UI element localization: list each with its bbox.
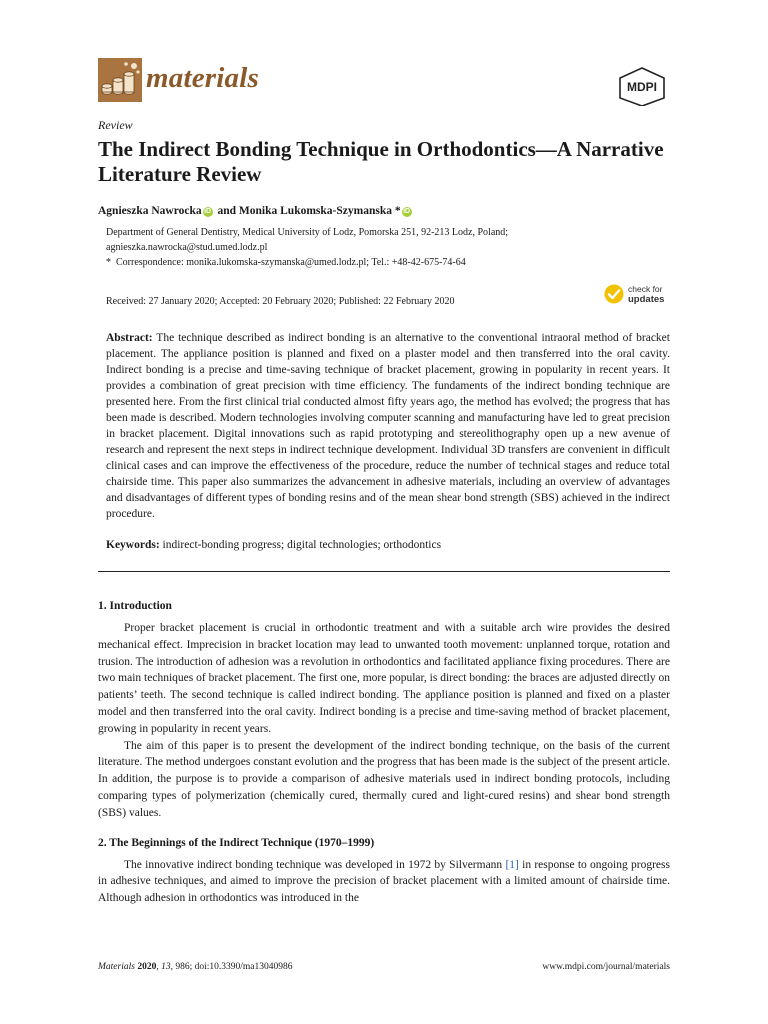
corresponding-mark: * xyxy=(391,205,401,217)
reference-link[interactable]: [1] xyxy=(505,858,519,871)
footer-doi[interactable]: , 986; doi:10.3390/ma13040986 xyxy=(170,962,293,972)
correspondence-mark: * xyxy=(106,257,111,268)
author-list xyxy=(98,204,670,218)
check-updates-line2: updates xyxy=(628,294,665,305)
check-updates-line1: check for xyxy=(628,284,663,294)
orcid-icon[interactable]: iD xyxy=(403,208,411,215)
citation-line: Materials 2020, 13, 986; doi:10.3390/ma13040986 xyxy=(98,962,293,972)
footer-year: 2020 xyxy=(137,962,157,972)
abstract-label: Abstract: xyxy=(106,332,153,344)
publication-dates: Received: 27 January 2020; Accepted: 20 February 2020; Published: 22 February 2020 xyxy=(106,296,455,307)
author-name[interactable]: Agnieszka Nawrocka xyxy=(98,205,202,217)
journal-header xyxy=(98,58,670,106)
keywords-label: Keywords: xyxy=(106,539,160,551)
body-paragraph xyxy=(98,857,670,907)
keywords xyxy=(98,537,670,553)
body-paragraph: The aim of this paper is to present the development of the indirect bonding technique, on the basis of the current literature. The method undergoes constant evolution and the progress that has been made is the subject of the present article. In addition, the purpose is to provide a comparison of adhesive materials used in indirect bonding protocols, including comparing types of polymerization (chemically cured, thermally cured and light-cured resins) and shear bond strength (SBS) values. xyxy=(98,739,670,819)
section-divider xyxy=(98,571,670,572)
footer-volume: 13 xyxy=(161,962,171,972)
author-name[interactable]: Monika Lukomska-Szymanska xyxy=(238,205,392,217)
section-heading-introduction: 1. Introduction xyxy=(98,600,172,612)
correspondence-text: Correspondence: monika.lukomska-szymanska@umed.lodz.pl; Tel.: +48-42-675-74-64 xyxy=(116,257,466,268)
article-title: The Indirect Bonding Technique in Orthodontics—A Narrative Literature Review xyxy=(98,137,664,186)
abstract xyxy=(98,330,670,522)
journal-name: materials xyxy=(146,62,259,94)
orcid-icon[interactable]: iD xyxy=(204,208,212,215)
article-type: Review xyxy=(98,118,133,132)
journal-url-link[interactable]: www.mdpi.com/journal/materials xyxy=(542,962,670,972)
publisher-name: MDPI xyxy=(627,80,657,94)
affiliation xyxy=(98,225,670,270)
paragraph-text: The innovative indirect bonding technique was developed in 1972 by Silvermann xyxy=(124,858,506,871)
publisher-logo xyxy=(614,66,670,106)
footer-journal: Materials xyxy=(98,962,135,972)
section-heading-beginnings: 2. The Beginnings of the Indirect Technique (1970–1999) xyxy=(98,836,375,849)
affiliation-email[interactable]: agnieszka.nawrocka@stud.umed.lodz.pl xyxy=(106,242,268,253)
dates-row xyxy=(98,286,670,314)
correspondence xyxy=(106,255,670,270)
check-for-updates-button[interactable] xyxy=(604,282,670,310)
check-updates-label xyxy=(628,284,664,305)
body-paragraph: Proper bracket placement is crucial in orthodontic treatment and with a suitable arch wire provides the desired mechanical effect. Imprecision in bracket location may lead to unwanted tooth movement: unplanned torque, rotation and trusion. The introduction of adhesion was a revolution in orthodontics and facilitated appliance fixing procedures. There are two main techniques of bracket placement. The first one, more popular, is direct bonding: the braces are adjusted directly on patients’ teeth. The second technique is called indirect bonding. The appliance position is planned and fixed on a plaster model and then transferred into the oral cavity. Indirect bonding is a precise and time-saving method of bracket placement, growing in popularity in recent years. xyxy=(98,622,670,735)
article-content xyxy=(98,118,670,907)
keywords-text: indirect-bonding progress; digital technologies; orthodontics xyxy=(159,539,442,551)
check-updates-icon xyxy=(604,284,624,304)
stacked-coins-logo-icon xyxy=(98,58,142,102)
abstract-text: The technique described as indirect bonding is an alternative to the conventional intraoral method of bracket placement. The appliance position is planned and fixed on a plaster model and then transferred into the oral cavity. Indirect bonding is a precise and time-saving technique of bracket placement, growing in popularity in recent years. It provides a combination of great precision with time efficiency. The fundaments of the indirect bonding technique are presented here. From the first clinical trial conducted almost fifty years ago, the method has evolved; the progress that has been made is described. Modern technologies involving computer scanning and manufacturing have led to great precision in bracket placement. Digital innovations such as rapid prototyping and stereolithography open up a new avenue of research and represent the next steps in indirect technique development. Individual 3D transfers are convenient in difficult clinical cases and can improve the effectiveness of the procedure, reduce the number of technical stages and reduce total chairside time. This paper also summarizes the advancement in adhesive materials, including an overview of advantages and disadvantages of different types of bonding resins and of the mean shear bond strength (SBS) achieved in the indirect procedure. xyxy=(106,332,670,520)
author-conjunction: and xyxy=(214,205,239,217)
paragraph-text: in response to ongoing progress in adhesive techniques, and aimed to improve the precision of bracket placement with a limited amount of chairside time. Although adhesion in orthodontics was introduced in the xyxy=(98,858,670,905)
affiliation-line: Department of General Dentistry, Medical University of Lodz, Pomorska 251, 92-213 Lodz, Poland; xyxy=(106,227,509,238)
